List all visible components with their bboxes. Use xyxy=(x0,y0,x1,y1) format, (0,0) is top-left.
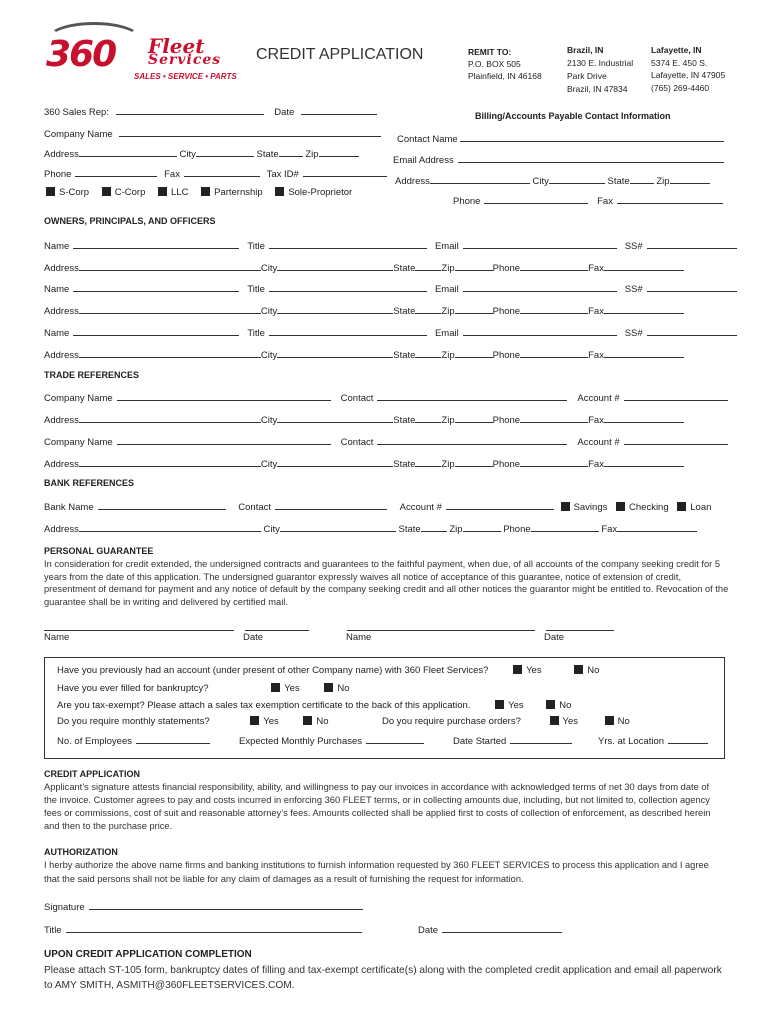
owner-title-field-2[interactable] xyxy=(269,282,427,292)
guarantor-date-label-1: Date xyxy=(243,632,264,643)
bankruptcy-yes-checkbox[interactable] xyxy=(271,683,280,692)
guarantor-name-field-1[interactable] xyxy=(44,621,234,631)
trade-contact-field-1[interactable] xyxy=(377,391,567,401)
billing-city-field[interactable] xyxy=(549,174,605,184)
bank-contact-field[interactable] xyxy=(275,500,387,510)
owner-address-field-1[interactable] xyxy=(79,261,261,271)
page-title: CREDIT APPLICATION xyxy=(256,46,424,63)
remit-label: REMIT TO: xyxy=(468,47,512,57)
owner-address-row: Address City State Zip Phone Fax xyxy=(44,261,684,274)
auth-title-field[interactable] xyxy=(66,923,362,933)
owner-name-row: Name Title Email SS# xyxy=(44,282,737,295)
trade-title: TRADE REFERENCES xyxy=(44,370,140,380)
applicant-phone-row: Phone Fax Tax ID# xyxy=(44,167,387,180)
address-field[interactable] xyxy=(79,147,177,157)
applicant-address-row: Address City State Zip xyxy=(44,147,359,160)
po-yes-checkbox[interactable] xyxy=(550,716,559,725)
owner-name-row: Name Title Email SS# xyxy=(44,239,737,252)
date-started-row: Date Started xyxy=(453,734,572,747)
s-corp-checkbox[interactable] xyxy=(46,187,55,196)
owner-address-field-3[interactable] xyxy=(79,348,261,358)
checking-checkbox[interactable] xyxy=(616,502,625,511)
authorization-text: I herby authorize the above name firms and banking institutions to furnish information requested by 360 FLEET SERVICES to process this application and I agree that the said persons shall not be liable for any claim of damages as a result of furnishing the request for information. xyxy=(44,860,709,884)
auth-date-row: Date xyxy=(418,923,562,936)
owner-city-field-2[interactable] xyxy=(277,304,393,314)
brazil-title: Brazil, IN xyxy=(567,45,604,55)
trade-city-field-2[interactable] xyxy=(277,457,393,467)
trade-account-field-1[interactable] xyxy=(624,391,728,401)
partnership-checkbox[interactable] xyxy=(201,187,210,196)
owner-fax-field-3[interactable] xyxy=(604,348,684,358)
billing-phone-row: Phone Fax xyxy=(453,194,723,207)
trade-fax-field-1[interactable] xyxy=(604,413,684,423)
owner-name-field-2[interactable] xyxy=(73,282,239,292)
c-corp-checkbox[interactable] xyxy=(102,187,111,196)
bank-address-row: Address City State Zip Phone Fax xyxy=(44,522,697,535)
billing-state-field[interactable] xyxy=(630,174,654,184)
bank-name-row: Bank Name Contact Account # Savings Checking Loan xyxy=(44,502,712,513)
authorization-title: AUTHORIZATION xyxy=(44,847,118,857)
completion-title: UPON CREDIT APPLICATION COMPLETION xyxy=(44,949,252,960)
billing-address-row: Address City State Zip xyxy=(395,174,710,187)
owner-address-field-2[interactable] xyxy=(79,304,261,314)
owner-email-field-1[interactable] xyxy=(463,239,617,249)
brazil-line1: 2130 E. Industrial xyxy=(567,58,634,68)
bank-city-field[interactable] xyxy=(280,522,396,532)
question-statements: Do you require monthly statements? Yes No xyxy=(57,716,329,727)
trade-company-field-1[interactable] xyxy=(117,391,331,401)
loan-checkbox[interactable] xyxy=(677,502,686,511)
owner-email-field-2[interactable] xyxy=(463,282,617,292)
guarantee-title: PERSONAL GUARANTEE xyxy=(44,546,154,556)
owner-name-field-3[interactable] xyxy=(73,326,239,336)
owner-city-field-3[interactable] xyxy=(277,348,393,358)
owner-state-field-1[interactable] xyxy=(415,261,441,271)
owner-name-row: Name Title Email SS# xyxy=(44,326,737,339)
owner-title-field-1[interactable] xyxy=(269,239,427,249)
trade-account-field-2[interactable] xyxy=(624,435,728,445)
trade-company-row: Company Name Contact Account # xyxy=(44,435,728,448)
owner-zip-field-2[interactable] xyxy=(455,304,493,314)
bank-name-field[interactable] xyxy=(98,500,226,510)
owner-phone-field-2[interactable] xyxy=(520,304,588,314)
owner-state-field-3[interactable] xyxy=(415,348,441,358)
trade-state-field-1[interactable] xyxy=(415,413,441,423)
billing-address-field[interactable] xyxy=(430,174,530,184)
billing-zip-field[interactable] xyxy=(670,174,710,184)
remit-line1: P.O. BOX 505 xyxy=(468,59,521,69)
tax-yes-checkbox[interactable] xyxy=(495,700,504,709)
zip-field[interactable] xyxy=(319,147,359,157)
trade-city-field-1[interactable] xyxy=(277,413,393,423)
auth-date-field[interactable] xyxy=(442,923,562,933)
auth-title-row: Title xyxy=(44,923,362,936)
owner-phone-field-1[interactable] xyxy=(520,261,588,271)
purchases-row: Expected Monthly Purchases xyxy=(239,734,424,747)
guarantor-name-label-1: Name xyxy=(44,632,70,643)
owner-fax-field-1[interactable] xyxy=(604,261,684,271)
owner-phone-field-3[interactable] xyxy=(520,348,588,358)
owners-title: OWNERS, PRINCIPALS, AND OFFICERS xyxy=(44,216,216,226)
trade-address-field-2[interactable] xyxy=(79,457,261,467)
po-no-checkbox[interactable] xyxy=(605,716,614,725)
completion-text: Please attach ST-105 form, bankruptcy dates of filling and tax-exempt certificate(s) along with the completed credit application and email all paperwork to AMY SMITH, ASMITH@360FLEETSERVICES.COM. xyxy=(44,965,722,991)
question-bankruptcy: Have you ever filled for bankruptcy? Yes No xyxy=(57,683,350,694)
bank-title: BANK REFERENCES xyxy=(44,478,135,488)
billing-phone-field[interactable] xyxy=(484,194,588,204)
trade-fax-field-2[interactable] xyxy=(604,457,684,467)
lafayette-title: Lafayette, IN xyxy=(651,45,702,55)
tax-no-checkbox[interactable] xyxy=(546,700,555,709)
owner-email-field-3[interactable] xyxy=(463,326,617,336)
owner-title-field-3[interactable] xyxy=(269,326,427,336)
employees-field[interactable] xyxy=(136,734,210,744)
trade-phone-field-2[interactable] xyxy=(520,457,588,467)
trade-address-row: Address City State Zip Phone Fax xyxy=(44,413,684,426)
trade-state-field-2[interactable] xyxy=(415,457,441,467)
billing-contact-field[interactable] xyxy=(460,132,724,142)
fax-field[interactable] xyxy=(184,167,260,177)
bank-address-field[interactable] xyxy=(79,522,261,532)
employees-row: No. of Employees xyxy=(57,734,210,747)
credit-text: Applicant’s signature attests financial responsibility, ability, and willingness to pay our invoices in accordance with acknowledged terms of net 30 days from date of the invoice. Customer agrees to pay and costs incurred in enforcing 360 FLEET terms, or in collecting amounts due, including, but not limited to, collection agency fees or commissions, cost of suit and reasonable attorney’s fees. Amounts collected shall be applied first to costs of collection of enforcement, as described herein and then to the purchase price. xyxy=(44,782,711,831)
owner-ssn-field-2[interactable] xyxy=(647,282,737,292)
logo-fleet: Fleet xyxy=(148,34,205,58)
owner-address-row: Address City State Zip Phone Fax xyxy=(44,304,684,317)
previous-yes-checkbox[interactable] xyxy=(513,665,522,674)
guarantor-date-field-2[interactable] xyxy=(546,621,614,631)
owner-ssn-field-3[interactable] xyxy=(647,326,737,336)
billing-contact-row: Contact Name xyxy=(397,132,724,145)
owner-fax-field-2[interactable] xyxy=(604,304,684,314)
owner-state-field-2[interactable] xyxy=(415,304,441,314)
lafayette-line1: 5374 E. 450 S. xyxy=(651,58,708,68)
previous-no-checkbox[interactable] xyxy=(574,665,583,674)
bank-fax-field[interactable] xyxy=(617,522,697,532)
bank-phone-field[interactable] xyxy=(531,522,599,532)
logo-tagline: SALES • SERVICE • PARTS xyxy=(134,72,237,81)
question-purchase-orders: Do you require purchase orders? Yes No xyxy=(382,716,630,727)
phone-field[interactable] xyxy=(75,167,157,177)
billing-title: Billing/Accounts Payable Contact Information xyxy=(475,111,671,121)
trade-company-field-2[interactable] xyxy=(117,435,331,445)
trade-zip-field-2[interactable] xyxy=(455,457,493,467)
guarantor-date-label-2: Date xyxy=(544,632,565,643)
owner-address-row: Address City State Zip Phone Fax xyxy=(44,348,684,361)
trade-zip-field-1[interactable] xyxy=(455,413,493,423)
trade-address-field-1[interactable] xyxy=(79,413,261,423)
signature-row: Signature xyxy=(44,900,363,913)
billing-email-row: Email Address xyxy=(393,153,724,166)
guarantor-date-field-1[interactable] xyxy=(245,621,309,631)
trade-company-row: Company Name Contact Account # xyxy=(44,391,728,404)
bank-state-field[interactable] xyxy=(421,522,447,532)
credit-title: CREDIT APPLICATION xyxy=(44,769,140,779)
guarantor-name-field-2[interactable] xyxy=(347,621,535,631)
savings-checkbox[interactable] xyxy=(561,502,570,511)
statements-yes-checkbox[interactable] xyxy=(250,716,259,725)
logo-360: 360 xyxy=(46,34,116,75)
guarantee-sign-lines xyxy=(44,621,614,634)
company-name-row: Company Name xyxy=(44,127,381,140)
owner-ssn-field-1[interactable] xyxy=(647,239,737,249)
question-tax-exempt: Are you tax-exempt? Please attach a sales tax exemption certificate to the back of this application. Yes No xyxy=(57,700,572,711)
company-logo xyxy=(44,22,237,84)
brazil-line2: Park Drive xyxy=(567,71,607,81)
lafayette-line3: (765) 269-4460 xyxy=(651,83,710,93)
lafayette-line2: Lafayette, IN 47905 xyxy=(651,70,726,80)
sole-proprietor-checkbox[interactable] xyxy=(275,187,284,196)
llc-checkbox[interactable] xyxy=(158,187,167,196)
brazil-line3: Brazil, IN 47834 xyxy=(567,84,628,94)
sales-rep-field[interactable] xyxy=(116,105,264,115)
owner-city-field-1[interactable] xyxy=(277,261,393,271)
trade-contact-field-2[interactable] xyxy=(377,435,567,445)
date-started-field[interactable] xyxy=(510,734,572,744)
signature-field[interactable] xyxy=(89,900,363,910)
trade-phone-field-1[interactable] xyxy=(520,413,588,423)
purchases-field[interactable] xyxy=(366,734,424,744)
owner-name-field-1[interactable] xyxy=(73,239,239,249)
entity-type-row: S-Corp C-Corp LLC Parternship Sole-Proprietor xyxy=(46,187,352,198)
billing-email-field[interactable] xyxy=(458,153,724,163)
remit-line2: Plainfield, IN 46168 xyxy=(468,71,542,81)
company-name-field[interactable] xyxy=(119,127,381,137)
logo-services: Services xyxy=(148,52,222,68)
state-field[interactable] xyxy=(279,147,303,157)
question-previous-account: Have you previously had an account (under present of other Company name) with 360 Fleet Services? Yes No xyxy=(57,665,600,676)
trade-address-row: Address City State Zip Phone Fax xyxy=(44,457,684,470)
owner-zip-field-3[interactable] xyxy=(455,348,493,358)
bankruptcy-no-checkbox[interactable] xyxy=(324,683,333,692)
bank-account-field[interactable] xyxy=(446,500,554,510)
years-location-row: Yrs. at Location xyxy=(598,734,708,747)
date-field[interactable] xyxy=(301,105,377,115)
years-location-field[interactable] xyxy=(668,734,708,744)
statements-no-checkbox[interactable] xyxy=(303,716,312,725)
billing-fax-field[interactable] xyxy=(617,194,723,204)
guarantee-text: In consideration for credit extended, the undersigned contracts and guarantees to the faithful payment, when due, of all accounts of the company seeking credit for 5 years from the date of this application. The undersigned guarantor expressly waives all notice of acceptance of this guarantee, notice of extension of credit, presentment of demand for payment and any notice of default by the company seeking credit and all other notices the guarantor might be entitled to. Revocation of the guarantee shall be in writing and delivered by certified mail. xyxy=(44,559,729,607)
city-field[interactable] xyxy=(196,147,254,157)
bank-zip-field[interactable] xyxy=(463,522,501,532)
owner-zip-field-1[interactable] xyxy=(455,261,493,271)
sales-rep-row: 360 Sales Rep: Date xyxy=(44,105,377,118)
guarantor-name-label-2: Name xyxy=(346,632,372,643)
tax-id-field[interactable] xyxy=(303,167,387,177)
